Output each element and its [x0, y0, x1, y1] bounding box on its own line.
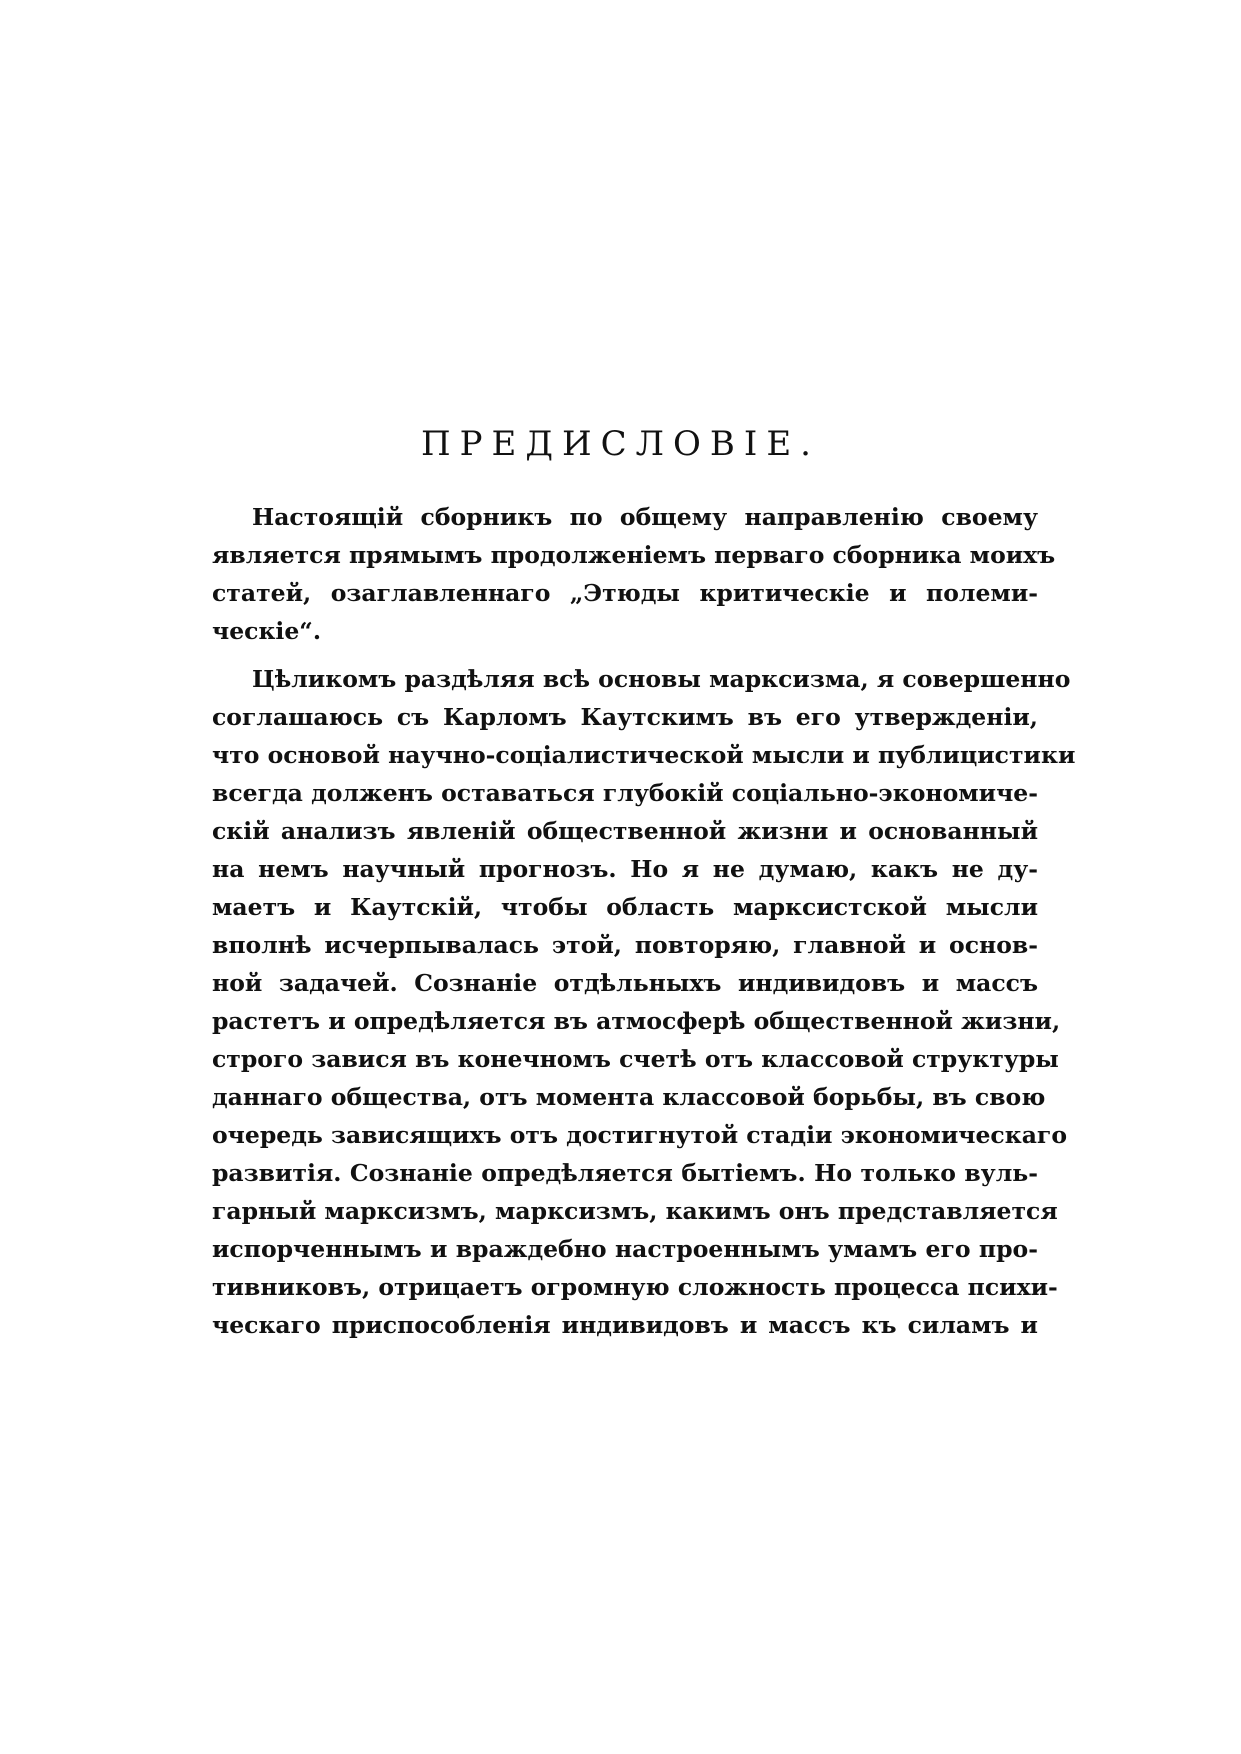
text-line: ческіе“. [212, 617, 322, 645]
text-line: ческаго приспособленія индивидовъ и массъ къ силамъ и [212, 1311, 1038, 1339]
page-title: ПРЕДИСЛОВІЕ. [421, 424, 820, 464]
text-line: скій анализъ явленій общественной жизни и основанный [212, 817, 1038, 845]
text-line: очередь зависящихъ отъ достигнутой стадіи экономическаго [212, 1121, 1068, 1149]
paragraph-gap [212, 650, 1038, 660]
text-line: вполнѣ исчерпывалась этой, повторяю, главной и основ- [212, 931, 1038, 959]
text-line: маетъ и Каутскій, чтобы область марксистской мысли [212, 893, 1038, 921]
text-line: развитія. Сознаніе опредѣляется бытіемъ. Но только вуль- [212, 1159, 1038, 1187]
text-line: всегда долженъ оставаться глубокій соціально-экономиче- [212, 779, 1038, 807]
text-line: ной задачей. Сознаніе отдѣльныхъ индивидовъ и массъ [212, 969, 1038, 997]
text-line: что основой научно-соціалистической мысли и публицистики [212, 741, 1076, 769]
text-line: соглашаюсь съ Карломъ Каутскимъ въ его утвержденіи, [212, 703, 1038, 731]
text-line: гарный марксизмъ, марксизмъ, какимъ онъ представляется [212, 1197, 1058, 1225]
paragraph-2 [212, 660, 1076, 1344]
text-line: Цѣликомъ раздѣляя всѣ основы марксизма, я совершенно [252, 665, 1071, 693]
text-line: тивниковъ, отрицаетъ огромную сложность процесса психи- [212, 1273, 1058, 1301]
paragraph-1 [212, 498, 1056, 650]
text-line: на немъ научный прогнозъ. Но я не думаю, какъ не ду- [212, 855, 1038, 883]
document-body [212, 498, 1076, 1344]
text-line: Настоящій сборникъ по общему направленію своему [252, 503, 1038, 531]
text-line: растетъ и опредѣляется въ атмосферѣ общественной жизни, [212, 1007, 1061, 1035]
text-line: является прямымъ продолженіемъ перваго сборника моихъ [212, 541, 1056, 569]
text-line: испорченнымъ и враждебно настроеннымъ умамъ его про- [212, 1235, 1038, 1263]
text-line: строго завися въ конечномъ счетѣ отъ классовой структуры [212, 1045, 1059, 1073]
text-line: даннаго общества, отъ момента классовой борьбы, въ свою [212, 1083, 1046, 1111]
text-line: статей, озаглавленнаго „Этюды критическіе и полеми- [212, 579, 1038, 607]
